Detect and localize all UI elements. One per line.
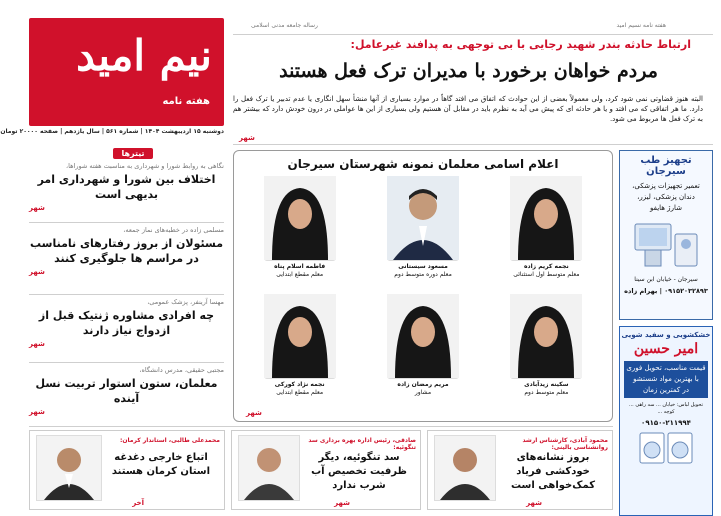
sidebar-kicker: مسلمی زاده در خطبه‌های نماز جمعه، [123, 226, 224, 234]
ad-medical[interactable] [619, 150, 713, 320]
teachers-title: اعلام اسامی معلمان نمونه شهرستان سیرجان [287, 157, 559, 171]
issue-line: دوشنبه ۱۵ اردیبهشت ۱۴۰۴ | شماره ۵۶۱ | سال یازدهم | صفحه ۲۰۰۰۰ تومان [0, 128, 224, 135]
sidebar-kicker: نگاهی به روابط شورا و شهرداری به مناسبت هفته شوراها، [66, 162, 224, 170]
lead-kicker: ارتباط حادثه بندر شهید رجایی با بی توجهی به پدافند غیرعامل: [350, 38, 691, 51]
bottom-story-1[interactable] [29, 430, 225, 510]
divider-side-1 [29, 222, 224, 223]
bottom-headline: سد تنگوئیه، دیگر ظرفیت تخصیص آب شرب ندارد [311, 452, 407, 491]
teacher-role: معلم مقطع ابتدایی [276, 389, 324, 396]
ad-laundry-small: تحویل لباس: خیابان ... سه راهی ... کوچه ... [629, 402, 703, 415]
bottom-tag: شهر [526, 499, 542, 507]
top-left-note: هفته نامه نسیم امید [616, 22, 666, 29]
bottom-photo-3 [434, 435, 496, 501]
portrait-woman-icon [264, 176, 336, 260]
ad-medical-title: تجهیز طب سیرجان [640, 155, 692, 177]
bottom-story-3[interactable] [427, 430, 613, 510]
teacher-card [495, 295, 598, 407]
teacher-name: مسعود سیستانی [398, 263, 448, 270]
bottom-headline: اتباع خارجی دغدغه استان کرمان هستند [111, 452, 211, 477]
lead-body: البته هنوز قضاوتی نمی شود کرد، ولی معمولاً بعضی از این حوادث که اتفاق می افتد گاهاً در موارد بسیاری از آنها منشأ سهل انگاری یا عدم تدبیر یا ترک فعل را دارد. ما هر اتفاقی که می افتد و یا هر حادثه ای که پیش می آید به نظرم باید در مقابل آن هستیم ولی بسیاری از این ها عواملی در درون خودش دارد که بیشتر هم به ترک فعل ها مربوط می شود. [233, 95, 703, 123]
ad-medical-address: سیرجان - خیابان ابن سینا [634, 276, 698, 283]
sidebar-headline: معلمان، ستون استوار تربیت نسل آینده [35, 377, 218, 405]
sidebar-kicker: مجتبی حقیقی، مدرس دانشگاه، [139, 366, 224, 374]
teacher-name: مریم رمضان زاده [397, 381, 449, 388]
ad-laundry-line-3: در کمترین زمان [643, 386, 689, 394]
ad-laundry-phone: ۰۹۱۵۰-۲۱۱۹۹۴ [641, 419, 691, 427]
portrait-man-icon [436, 438, 494, 500]
teacher-photo [264, 295, 336, 379]
portrait-man-icon [387, 176, 459, 260]
divider-top [233, 34, 713, 35]
divider-lead [233, 144, 713, 145]
masthead-logo: نیم امید [76, 31, 212, 80]
bottom-tag: شهر [334, 499, 350, 507]
sidebar-headline: مسئولان از بروز رفتارهای نامناسب در مراسم ها جلوگیری کنند [29, 237, 223, 265]
teacher-role: معلم متوسط اول استثنائی [513, 271, 580, 278]
sidebar-item-3[interactable] [29, 298, 224, 348]
bottom-photo-2 [238, 435, 300, 501]
divider-bottom [29, 426, 613, 427]
sidebar-item-1[interactable] [29, 162, 224, 212]
teacher-photo [510, 177, 582, 261]
ad-medical-phone: ۰۹۱۵۲۰۳۲۸۹۳ | بهرام زاده [624, 287, 708, 295]
teacher-name: نجمه نژاد کورکی [274, 381, 325, 388]
portrait-woman-icon [510, 176, 582, 260]
teacher-card [248, 177, 351, 289]
teacher-name: فاطمه اسلام پناه [274, 263, 326, 270]
teacher-card [371, 295, 474, 407]
teacher-role: معلم دوره متوسط دوم [394, 271, 452, 278]
bottom-photo-1 [36, 435, 102, 501]
teacher-name: نجمه کریم زاده [523, 263, 569, 270]
teachers-tag: شهر [246, 409, 262, 417]
ad-medical-line-3: شارژ هایفو [650, 204, 682, 212]
medical-device-icon [631, 220, 701, 272]
lead-headline: مردم خواهان برخورد با مدیران ترک فعل هستند [279, 60, 658, 82]
portrait-man-icon [38, 438, 100, 500]
teacher-name: سکینه زیدآبادی [524, 381, 569, 388]
teacher-photo [510, 295, 582, 379]
sidebar-item-4[interactable] [29, 366, 224, 416]
sidebar-title: تیترها [113, 148, 153, 159]
bottom-kicker: صادقی، رئیس اداره بهره برداری سد تنگوئیه: [308, 437, 416, 451]
bottom-kicker: محمدعلی طالبی، استاندار کرمان: [120, 437, 220, 444]
ad-medical-line-2: دندان پزشکی، لیزر، [637, 193, 695, 201]
ad-laundry[interactable] [619, 326, 713, 516]
teacher-card [371, 177, 474, 289]
masthead-subtitle: هفته نامه [162, 96, 210, 107]
lead-tag: شهر [239, 134, 255, 142]
teacher-photo [387, 295, 459, 379]
sidebar-tag: شهر [29, 204, 45, 212]
teachers-grid [248, 177, 598, 407]
masthead-logo-box [29, 18, 224, 126]
teacher-role: معلم متوسط دوم [524, 389, 569, 396]
sidebar-kicker: مهسا آرینفر، پزشک عمومی، [147, 298, 224, 306]
sidebar-tag: شهر [29, 340, 45, 348]
ad-laundry-kicker: خشکشویی و سفید شویی [621, 331, 711, 339]
teacher-photo [387, 177, 459, 261]
bottom-headline: بروز نشانه‌های خودکشی فریاد کمک‌خواهی است [510, 452, 596, 491]
divider-side-3 [29, 362, 224, 363]
ad-laundry-line-2: با بهترین مواد شستشو [633, 375, 699, 383]
washing-machine-icon [636, 431, 696, 465]
sidebar-item-2[interactable] [29, 226, 224, 276]
teacher-card [248, 295, 351, 407]
teachers-box [233, 150, 613, 422]
sidebar-tag: شهر [29, 408, 45, 416]
ad-medical-line-1: تعمیر تجهیزات پزشکی، [632, 182, 700, 190]
teacher-role: معلم مقطع ابتدایی [276, 271, 324, 278]
portrait-man-icon [240, 438, 298, 500]
bottom-tag: آخر [132, 499, 144, 507]
teacher-card [495, 177, 598, 289]
sidebar-headline: چه افرادی مشاوره ژنتیک قبل از ازدواج نیاز دارند [38, 309, 215, 337]
sidebar-headline: اختلاف بین شورا و شهرداری امر بدیهی است [37, 173, 216, 201]
top-right-note: رساله جامعه مدنی اسلامی [251, 22, 318, 29]
bottom-kicker: محمود آبادی، کارشناس ارشد روانشناسی بالینی: [522, 437, 608, 451]
ad-laundry-line-1: قیمت مناسب، تحویل فوری [626, 364, 706, 372]
ad-laundry-name: امیر حسین [633, 341, 699, 357]
sidebar-tag: شهر [29, 268, 45, 276]
portrait-woman-icon [264, 294, 336, 378]
teacher-role: مشاور [414, 389, 432, 396]
teacher-photo [264, 177, 336, 261]
bottom-story-2[interactable] [231, 430, 421, 510]
divider-side-2 [29, 294, 224, 295]
portrait-woman-icon [510, 294, 582, 378]
portrait-woman-icon [387, 294, 459, 378]
